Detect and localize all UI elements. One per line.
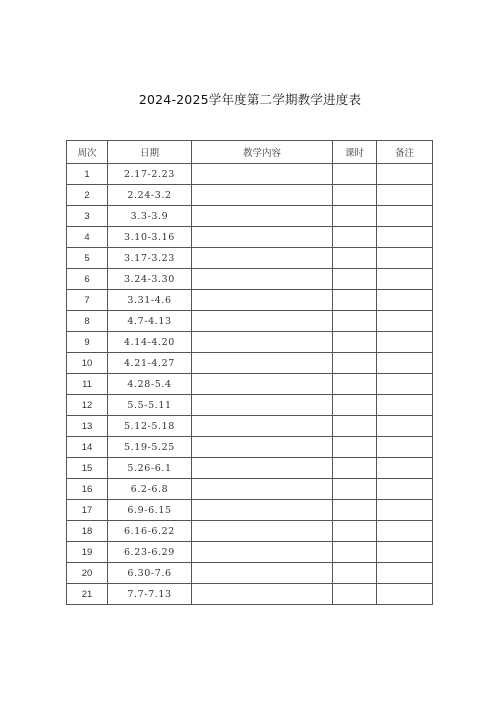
table-row: [67, 500, 433, 521]
header-hours: 课时: [333, 141, 377, 164]
cell-hours: [333, 248, 377, 269]
cell-week: 14: [67, 437, 108, 458]
cell-notes: [377, 584, 433, 605]
cell-notes: [377, 311, 433, 332]
cell-content: [192, 374, 333, 395]
cell-notes: [377, 290, 433, 311]
cell-content: [192, 185, 333, 206]
table-row: [67, 584, 433, 605]
cell-date: 2.24-3.2: [108, 185, 192, 206]
cell-notes: [377, 395, 433, 416]
cell-week: 21: [67, 584, 108, 605]
cell-hours: [333, 206, 377, 227]
cell-date: 6.30-7.6: [108, 563, 192, 584]
schedule-table: [66, 140, 433, 605]
cell-notes: [377, 479, 433, 500]
cell-week: 13: [67, 416, 108, 437]
cell-content: [192, 395, 333, 416]
cell-date: 3.3-3.9: [108, 206, 192, 227]
cell-content: [192, 164, 333, 185]
table-row: [67, 248, 433, 269]
table-row: [67, 290, 433, 311]
cell-content: [192, 584, 333, 605]
table-row: [67, 332, 433, 353]
cell-hours: [333, 416, 377, 437]
cell-content: [192, 437, 333, 458]
cell-content: [192, 500, 333, 521]
table-body: [67, 164, 433, 605]
header-date: 日期: [108, 141, 192, 164]
cell-date: 7.7-7.13: [108, 584, 192, 605]
table-row: [67, 206, 433, 227]
cell-hours: [333, 458, 377, 479]
cell-week: 9: [67, 332, 108, 353]
cell-content: [192, 479, 333, 500]
cell-date: 6.16-6.22: [108, 521, 192, 542]
cell-content: [192, 227, 333, 248]
cell-week: 11: [67, 374, 108, 395]
cell-hours: [333, 584, 377, 605]
cell-notes: [377, 248, 433, 269]
cell-hours: [333, 437, 377, 458]
table-row: [67, 185, 433, 206]
cell-week: 4: [67, 227, 108, 248]
cell-notes: [377, 542, 433, 563]
cell-week: 15: [67, 458, 108, 479]
table-row: [67, 227, 433, 248]
cell-hours: [333, 521, 377, 542]
cell-notes: [377, 563, 433, 584]
cell-hours: [333, 563, 377, 584]
table-row: [67, 269, 433, 290]
cell-week: 5: [67, 248, 108, 269]
cell-date: 4.14-4.20: [108, 332, 192, 353]
cell-hours: [333, 290, 377, 311]
header-notes: 备注: [377, 141, 433, 164]
cell-notes: [377, 458, 433, 479]
cell-content: [192, 521, 333, 542]
cell-date: 5.19-5.25: [108, 437, 192, 458]
cell-hours: [333, 500, 377, 521]
cell-notes: [377, 164, 433, 185]
cell-week: 8: [67, 311, 108, 332]
cell-week: 2: [67, 185, 108, 206]
cell-date: 5.5-5.11: [108, 395, 192, 416]
cell-date: 3.24-3.30: [108, 269, 192, 290]
cell-hours: [333, 353, 377, 374]
cell-content: [192, 311, 333, 332]
cell-hours: [333, 311, 377, 332]
cell-week: 7: [67, 290, 108, 311]
cell-notes: [377, 416, 433, 437]
cell-date: 3.17-3.23: [108, 248, 192, 269]
cell-content: [192, 542, 333, 563]
table-row: [67, 353, 433, 374]
cell-week: 20: [67, 563, 108, 584]
cell-content: [192, 206, 333, 227]
cell-date: 5.26-6.1: [108, 458, 192, 479]
cell-date: 5.12-5.18: [108, 416, 192, 437]
cell-hours: [333, 269, 377, 290]
table-row: [67, 521, 433, 542]
cell-hours: [333, 374, 377, 395]
cell-content: [192, 416, 333, 437]
cell-hours: [333, 185, 377, 206]
cell-hours: [333, 332, 377, 353]
cell-date: 3.10-3.16: [108, 227, 192, 248]
cell-notes: [377, 269, 433, 290]
cell-notes: [377, 521, 433, 542]
cell-week: 18: [67, 521, 108, 542]
cell-date: 2.17-2.23: [108, 164, 192, 185]
cell-week: 10: [67, 353, 108, 374]
table-row: [67, 437, 433, 458]
table-row: [67, 164, 433, 185]
cell-content: [192, 458, 333, 479]
cell-notes: [377, 500, 433, 521]
table-row: [67, 542, 433, 563]
cell-week: 3: [67, 206, 108, 227]
cell-week: 17: [67, 500, 108, 521]
table-row: [67, 374, 433, 395]
cell-notes: [377, 332, 433, 353]
cell-hours: [333, 542, 377, 563]
cell-hours: [333, 395, 377, 416]
cell-date: 4.21-4.27: [108, 353, 192, 374]
table-row: [67, 311, 433, 332]
table-row: [67, 563, 433, 584]
cell-date: 6.2-6.8: [108, 479, 192, 500]
header-week: 周次: [67, 141, 108, 164]
cell-date: 4.28-5.4: [108, 374, 192, 395]
cell-date: 3.31-4.6: [108, 290, 192, 311]
table-header-row: [67, 141, 433, 164]
header-content: 教学内容: [192, 141, 333, 164]
cell-week: 1: [67, 164, 108, 185]
cell-notes: [377, 353, 433, 374]
table-row: [67, 395, 433, 416]
cell-content: [192, 332, 333, 353]
cell-date: 6.23-6.29: [108, 542, 192, 563]
cell-week: 12: [67, 395, 108, 416]
cell-week: 16: [67, 479, 108, 500]
cell-week: 6: [67, 269, 108, 290]
cell-hours: [333, 227, 377, 248]
cell-content: [192, 290, 333, 311]
document-title: 2024-2025学年度第二学期教学进度表: [138, 92, 362, 107]
cell-notes: [377, 374, 433, 395]
cell-week: 19: [67, 542, 108, 563]
cell-notes: [377, 437, 433, 458]
cell-date: 6.9-6.15: [108, 500, 192, 521]
table-row: [67, 416, 433, 437]
cell-date: 4.7-4.13: [108, 311, 192, 332]
cell-notes: [377, 227, 433, 248]
table-row: [67, 479, 433, 500]
cell-notes: [377, 185, 433, 206]
cell-notes: [377, 206, 433, 227]
cell-hours: [333, 164, 377, 185]
cell-content: [192, 269, 333, 290]
cell-hours: [333, 479, 377, 500]
cell-content: [192, 248, 333, 269]
cell-content: [192, 353, 333, 374]
table-row: [67, 458, 433, 479]
cell-content: [192, 563, 333, 584]
